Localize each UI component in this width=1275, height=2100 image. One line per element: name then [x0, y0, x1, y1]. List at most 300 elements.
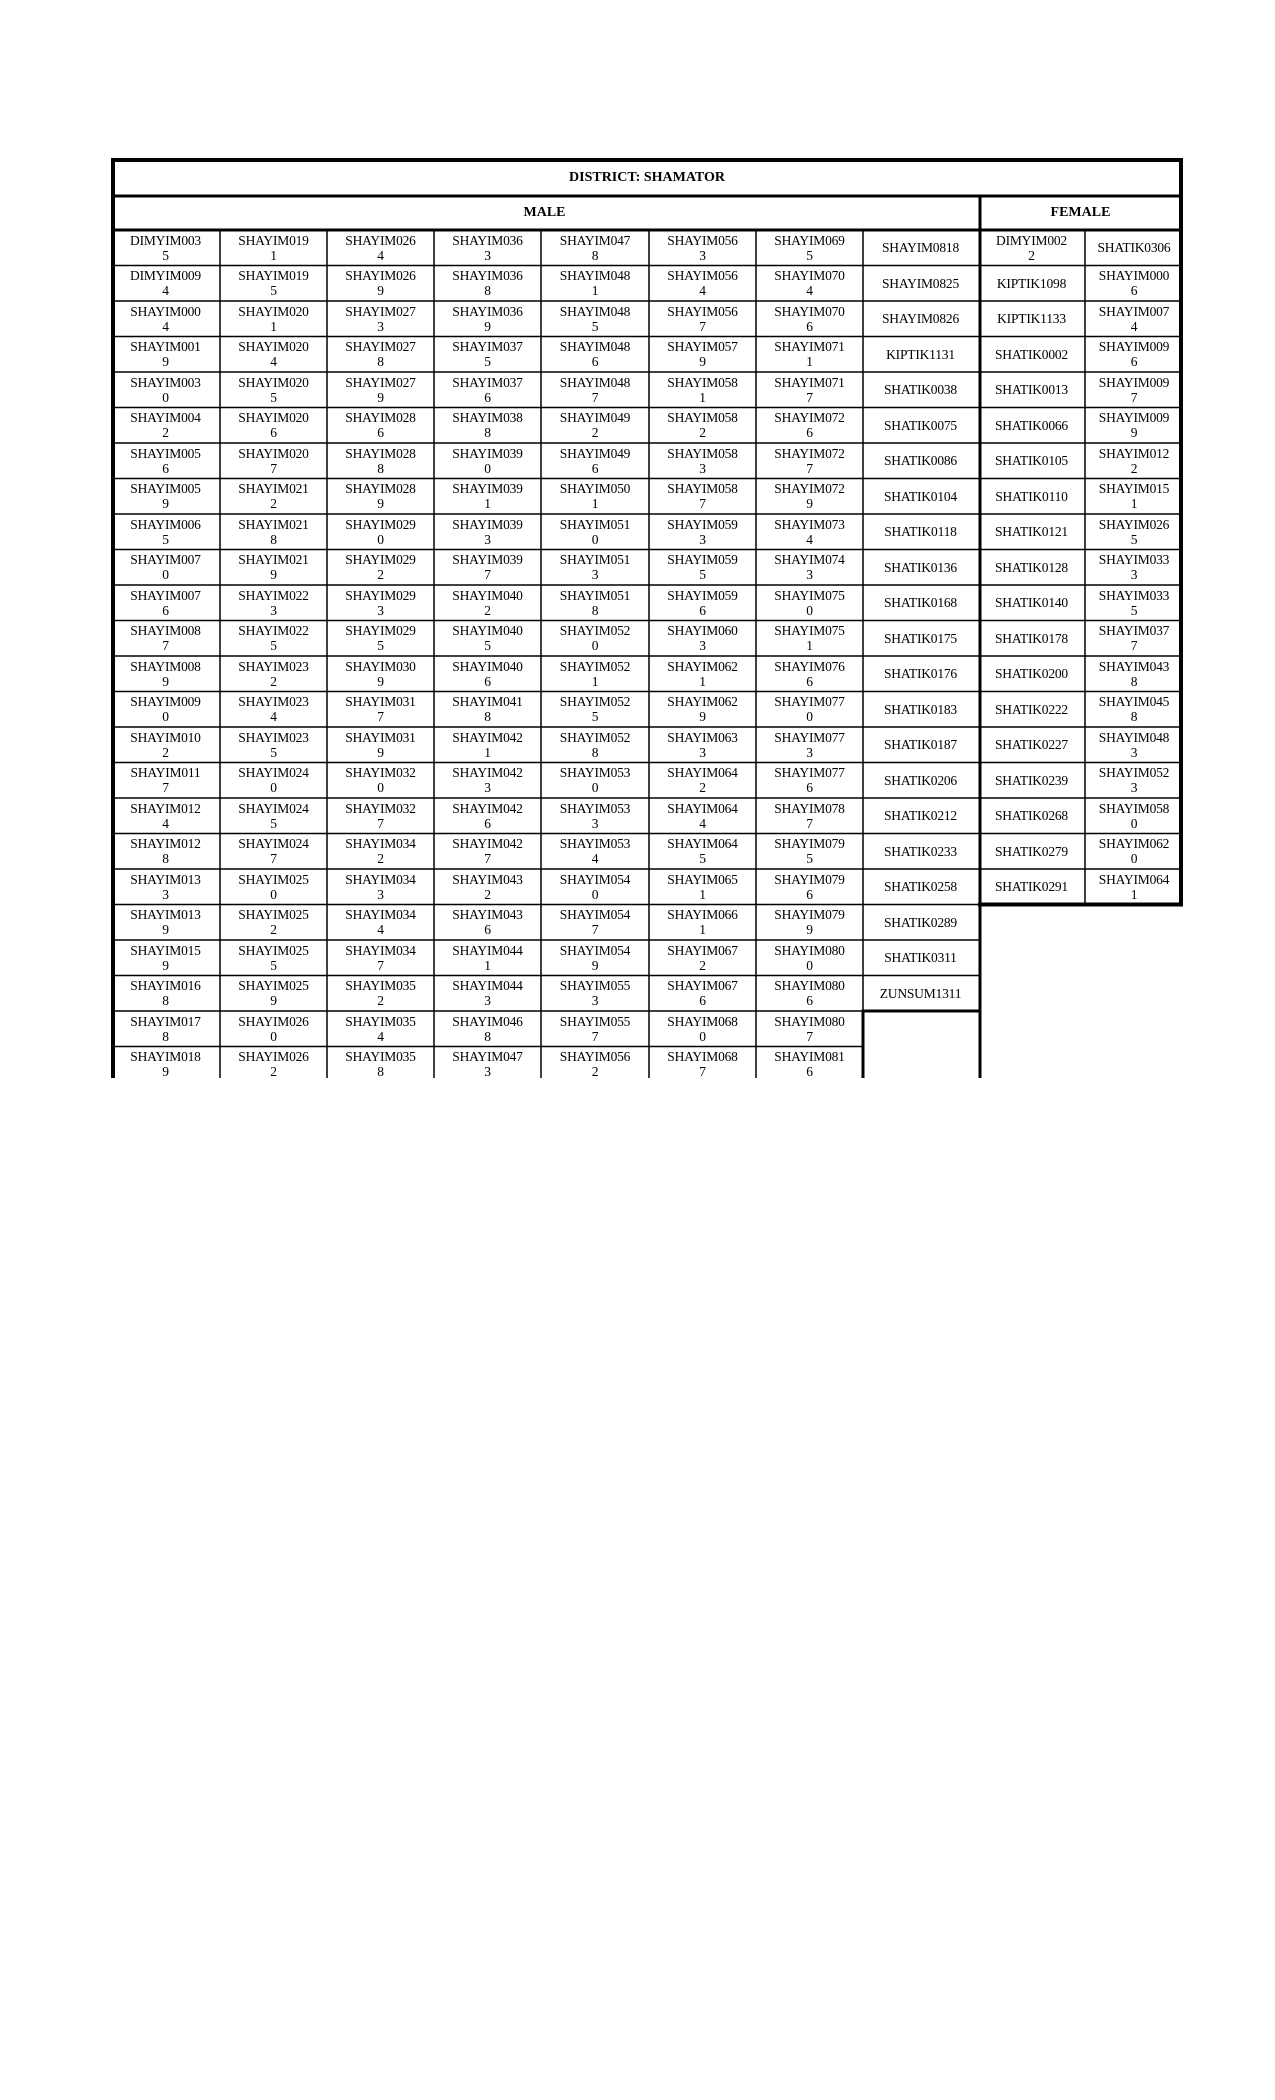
cell-text-line-1: SHAYIM062 — [1098, 836, 1170, 852]
roster-cell — [1085, 479, 1183, 515]
cell-text-line-2: 6 — [162, 602, 169, 618]
roster-cell — [649, 834, 756, 870]
cell-text-line-2: 2 — [270, 496, 277, 512]
cell-text-line-1: SHAYIM069 — [774, 232, 845, 248]
roster-cell — [327, 372, 434, 408]
cell-text-line-2: 3 — [1130, 744, 1138, 760]
roster-cell — [111, 976, 220, 1012]
cell-text-line-2: 8 — [162, 993, 169, 1009]
cell-text-line-2: 6 — [162, 460, 169, 476]
cell-text-line-1: SHAYIM068 — [667, 1049, 738, 1065]
cell-text-line-2: 3 — [484, 247, 491, 263]
cell-text-line-1: SHAYIM003 — [130, 374, 201, 390]
roster-cell — [649, 1011, 756, 1047]
cell-text-line-1: SHAYIM012 — [130, 836, 201, 852]
cell-text-line-2: 6 — [806, 886, 813, 902]
roster-cell — [1085, 266, 1183, 302]
roster-cell: SHATIK0187 — [883, 737, 957, 753]
roster-cell — [649, 869, 756, 905]
roster-cell — [541, 372, 649, 408]
roster-cell — [649, 798, 756, 834]
cell-text-line-1: SHAYIM058 — [667, 374, 738, 390]
roster-cell — [111, 869, 220, 905]
cell-text-line-1: SHAYIM021 — [238, 481, 309, 497]
roster-cell — [220, 1011, 327, 1047]
cell-text-line-1: SHAYIM058 — [667, 481, 738, 497]
cell-text-line-1: SHAYIM048 — [559, 374, 631, 390]
roster-cell — [541, 656, 649, 692]
roster-cell — [649, 443, 756, 479]
cell-text-line-1: SHAYIM077 — [774, 765, 845, 781]
cell-text-line-2: 9 — [377, 496, 384, 512]
cell-text-line-1: SHAYIM009 — [130, 694, 201, 710]
cell-text-line-1: SHAYIM020 — [238, 410, 309, 426]
cell-text-line-2: 2 — [377, 851, 384, 867]
cell-text-line-2: 7 — [162, 780, 169, 796]
cell-text-line-2: 6 — [806, 318, 813, 334]
roster-cell — [434, 301, 541, 337]
cell-text-line-2: 8 — [484, 425, 491, 441]
cell-text-line-1: SHAYIM025 — [238, 871, 309, 887]
cell-text-line-1: SHAYIM054 — [559, 942, 631, 958]
cell-text-line-2: 7 — [270, 460, 277, 476]
roster-cell — [541, 443, 649, 479]
roster-cell — [541, 940, 649, 976]
cell-text-line-1: SHAYIM051 — [559, 587, 631, 603]
cell-text-line-1: SHAYIM080 — [774, 978, 845, 994]
roster-cell — [111, 266, 220, 302]
roster-cell: SHATIK0212 — [883, 808, 957, 824]
cell-text-line-2: 4 — [699, 815, 706, 831]
cell-text-line-2: 7 — [377, 815, 384, 831]
cell-text-line-2: 2 — [162, 744, 169, 760]
cell-text-line-1: SHAYIM023 — [238, 694, 309, 710]
roster-cell — [220, 266, 327, 302]
cell-text-line-2: 8 — [484, 709, 491, 725]
cell-text-line-2: 3 — [484, 1064, 491, 1080]
cell-text-line-2: 0 — [162, 709, 169, 725]
cell-text-line-1: SHAYIM077 — [774, 729, 845, 745]
roster-cell — [434, 514, 541, 550]
roster-cell — [220, 337, 327, 373]
roster-cell: SHATIK0291 — [994, 879, 1068, 895]
roster-cell — [327, 798, 434, 834]
cell-text-line-2: 9 — [162, 496, 169, 512]
roster-cell — [327, 266, 434, 302]
roster-cell — [1085, 408, 1183, 444]
cell-text-line-2: 1 — [1130, 496, 1138, 512]
cell-text-line-2: 3 — [1130, 567, 1138, 583]
roster-cell: SHAYIM0818 — [881, 240, 960, 256]
cell-text-line-2: 2 — [699, 957, 706, 973]
cell-text-line-1: SHAYIM018 — [130, 1049, 201, 1065]
cell-text-line-1: SHAYIM077 — [774, 694, 845, 710]
cell-text-line-1: DIMYIM003 — [130, 232, 201, 248]
roster-cell — [1085, 585, 1183, 621]
cell-text-line-2: 9 — [377, 744, 384, 760]
cell-text-line-2: 9 — [591, 957, 599, 973]
roster-cell: SHATIK0110 — [995, 488, 1068, 504]
roster-cell — [220, 869, 327, 905]
cell-text-line-1: SHAYIM057 — [667, 339, 738, 355]
cell-text-line-1: SHAYIM059 — [667, 516, 738, 532]
cell-text-line-1: SHAYIM056 — [667, 303, 738, 319]
roster-cell: SHATIK0086 — [883, 453, 957, 469]
cell-text-line-2: 0 — [699, 1028, 706, 1044]
cell-text-line-1: SHAYIM053 — [559, 800, 631, 816]
cell-text-line-1: DIMYIM002 — [996, 232, 1067, 248]
roster-cell — [649, 763, 756, 799]
roster-cell — [220, 550, 327, 586]
roster-cell — [220, 301, 327, 337]
cell-text-line-2: 6 — [806, 425, 813, 441]
roster-cell — [756, 1011, 863, 1047]
roster-cell: SHATIK0038 — [883, 382, 957, 398]
cell-text-line-2: 7 — [806, 1028, 813, 1044]
roster-cell — [434, 230, 541, 266]
roster-cell — [220, 230, 327, 266]
roster-cell: SHATIK0206 — [883, 772, 957, 788]
roster-cell — [1085, 443, 1183, 479]
cell-text-line-2: 4 — [377, 922, 384, 938]
cell-text-line-1: SHAYIM011 — [130, 765, 201, 781]
roster-cell — [1085, 798, 1183, 834]
cell-text-line-1: SHAYIM012 — [1098, 445, 1170, 461]
cell-text-line-2: 6 — [484, 389, 491, 405]
roster-cell — [327, 905, 434, 941]
cell-text-line-1: SHAYIM031 — [345, 729, 416, 745]
cell-text-line-1: SHAYIM049 — [559, 445, 631, 461]
cell-text-line-1: SHAYIM023 — [238, 729, 309, 745]
cell-text-line-2: 0 — [377, 780, 384, 796]
cell-text-line-1: SHAYIM029 — [345, 552, 416, 568]
roster-cell — [756, 1047, 863, 1083]
cell-text-line-2: 5 — [699, 851, 706, 867]
cell-text-line-2: 1 — [699, 886, 706, 902]
roster-cell — [111, 1047, 220, 1083]
roster-cell — [111, 621, 220, 657]
roster-cell — [1085, 337, 1183, 373]
cell-text-line-1: SHAYIM052 — [559, 729, 631, 745]
cell-text-line-2: 1 — [270, 247, 277, 263]
cell-text-line-1: SHAYIM037 — [452, 339, 523, 355]
roster-cell — [111, 301, 220, 337]
cell-text-line-2: 0 — [1130, 815, 1138, 831]
roster-cell — [327, 692, 434, 728]
cell-text-line-1: SHAYIM036 — [452, 268, 523, 284]
cell-text-line-2: 9 — [699, 354, 706, 370]
roster-cell — [649, 550, 756, 586]
cell-text-line-1: SHAYIM054 — [559, 907, 631, 923]
cell-text-line-1: SHAYIM062 — [667, 658, 738, 674]
roster-cell — [756, 976, 863, 1012]
cell-text-line-2: 1 — [699, 389, 706, 405]
cell-text-line-2: 4 — [377, 247, 384, 263]
cell-text-line-2: 8 — [1130, 673, 1138, 689]
roster-cell: SHATIK0105 — [994, 453, 1068, 469]
roster-cell — [434, 372, 541, 408]
roster-cell — [327, 656, 434, 692]
cell-text-line-1: SHAYIM020 — [238, 339, 309, 355]
roster-cell — [220, 514, 327, 550]
roster-cell — [756, 550, 863, 586]
cell-text-line-2: 8 — [484, 1028, 491, 1044]
cell-text-line-2: 5 — [270, 389, 277, 405]
roster-cell: SHATIK0268 — [994, 808, 1068, 824]
roster-cell — [111, 550, 220, 586]
cell-text-line-1: SHAYIM039 — [452, 552, 523, 568]
cell-text-line-2: 5 — [484, 638, 491, 654]
cell-text-line-1: SHAYIM000 — [130, 303, 201, 319]
roster-cell — [756, 692, 863, 728]
cell-text-line-2: 5 — [270, 957, 277, 973]
roster-cell — [220, 585, 327, 621]
cell-text-line-1: SHAYIM007 — [130, 587, 201, 603]
roster-cell — [327, 1011, 434, 1047]
roster-cell: SHATIK0066 — [994, 417, 1068, 433]
roster-cell: SHATIK0306 — [1097, 240, 1171, 256]
roster-cell — [220, 798, 327, 834]
cell-text-line-2: 5 — [270, 744, 277, 760]
roster-cell: SHATIK0176 — [883, 666, 957, 682]
cell-text-line-1: SHAYIM026 — [238, 1049, 309, 1065]
roster-cell — [434, 798, 541, 834]
cell-text-line-2: 5 — [1130, 602, 1138, 618]
cell-text-line-1: SHAYIM052 — [559, 658, 631, 674]
roster-cell: KIPTIK1131 — [886, 346, 955, 362]
roster-cell — [541, 834, 649, 870]
roster-cell — [434, 479, 541, 515]
cell-text-line-1: SHAYIM035 — [345, 978, 416, 994]
roster-cell — [434, 869, 541, 905]
cell-text-line-1: SHAYIM030 — [345, 658, 416, 674]
roster-cell: SHAYIM0826 — [881, 311, 960, 327]
roster-cell — [541, 1047, 649, 1083]
cell-text-line-1: SHAYIM074 — [774, 552, 845, 568]
cell-text-line-1: SHAYIM037 — [452, 374, 523, 390]
roster-cell — [220, 621, 327, 657]
roster-cell — [756, 514, 863, 550]
cell-text-line-2: 8 — [162, 1028, 169, 1044]
roster-cell — [111, 763, 220, 799]
cell-text-line-1: SHAYIM053 — [559, 765, 631, 781]
cell-text-line-1: SHAYIM020 — [238, 303, 309, 319]
cell-text-line-1: SHAYIM046 — [452, 1013, 523, 1029]
cell-text-line-2: 9 — [162, 922, 169, 938]
roster-cell — [756, 408, 863, 444]
cell-text-line-1: SHAYIM068 — [667, 1013, 738, 1029]
cell-text-line-2: 4 — [1130, 318, 1138, 334]
roster-cell — [756, 834, 863, 870]
roster-cell — [327, 337, 434, 373]
roster-cell — [327, 621, 434, 657]
roster-table — [111, 158, 1183, 1078]
roster-cell — [541, 692, 649, 728]
roster-cell — [756, 763, 863, 799]
cell-text-line-2: 5 — [591, 709, 599, 725]
cell-text-line-1: SHAYIM042 — [452, 729, 523, 745]
cell-text-line-1: SHAYIM007 — [130, 552, 201, 568]
cell-text-line-1: SHAYIM027 — [345, 374, 416, 390]
cell-text-line-1: SHAYIM001 — [130, 339, 201, 355]
cell-text-line-2: 3 — [591, 993, 599, 1009]
roster-cell — [220, 834, 327, 870]
roster-cell — [649, 940, 756, 976]
roster-cell: SHAYIM0825 — [881, 275, 960, 291]
cell-text-line-2: 4 — [806, 283, 813, 299]
roster-cell — [434, 443, 541, 479]
cell-text-line-1: SHAYIM015 — [130, 942, 201, 958]
cell-text-line-2: 4 — [270, 709, 277, 725]
cell-text-line-1: SHAYIM072 — [774, 410, 845, 426]
roster-cell — [327, 763, 434, 799]
cell-text-line-1: SHAYIM041 — [452, 694, 523, 710]
cell-text-line-2: 3 — [484, 993, 491, 1009]
roster-cell — [1085, 869, 1183, 905]
cell-text-line-2: 5 — [162, 247, 169, 263]
cell-text-line-2: 3 — [699, 638, 706, 654]
roster-cell — [541, 230, 649, 266]
cell-text-line-2: 9 — [484, 318, 491, 334]
cell-text-line-1: SHAYIM037 — [1098, 623, 1170, 639]
cell-text-line-2: 5 — [377, 638, 384, 654]
cell-text-line-2: 8 — [162, 851, 169, 867]
roster-cell — [756, 585, 863, 621]
roster-cell: KIPTIK1133 — [997, 311, 1066, 327]
roster-cell — [756, 656, 863, 692]
cell-text-line-1: SHAYIM034 — [345, 871, 416, 887]
cell-text-line-2: 0 — [591, 780, 599, 796]
roster-cell: SHATIK0239 — [994, 772, 1068, 788]
cell-text-line-1: SHAYIM035 — [345, 1013, 416, 1029]
cell-text-line-2: 0 — [162, 567, 169, 583]
cell-text-line-2: 7 — [591, 389, 599, 405]
roster-cell: SHATIK0289 — [883, 914, 957, 930]
cell-text-line-2: 8 — [377, 354, 384, 370]
cell-text-line-2: 5 — [270, 815, 277, 831]
cell-text-line-1: SHAYIM048 — [559, 268, 631, 284]
cell-text-line-1: SHAYIM058 — [667, 445, 738, 461]
cell-text-line-1: SHAYIM043 — [1098, 658, 1170, 674]
roster-cell — [649, 692, 756, 728]
cell-text-line-2: 2 — [1028, 247, 1035, 263]
cell-text-line-2: 6 — [591, 460, 599, 476]
cell-text-line-2: 7 — [591, 922, 599, 938]
cell-text-line-2: 0 — [270, 1028, 277, 1044]
roster-cell — [541, 976, 649, 1012]
roster-cell — [111, 1011, 220, 1047]
cell-text-line-2: 2 — [377, 567, 384, 583]
cell-text-line-1: SHAYIM081 — [774, 1049, 845, 1065]
cell-text-line-2: 2 — [270, 673, 277, 689]
roster-cell — [1085, 550, 1183, 586]
cell-text-line-2: 9 — [162, 1064, 169, 1080]
roster-cell: SHATIK0222 — [994, 701, 1068, 717]
cell-text-line-2: 7 — [377, 957, 384, 973]
cell-text-line-2: 9 — [377, 389, 384, 405]
female-section-header: FEMALE — [1050, 205, 1111, 220]
roster-cell — [327, 514, 434, 550]
roster-cell — [649, 372, 756, 408]
cell-text-line-1: SHAYIM021 — [238, 516, 309, 532]
cell-text-line-1: SHAYIM043 — [452, 907, 523, 923]
roster-cell — [434, 656, 541, 692]
cell-text-line-1: SHAYIM079 — [774, 907, 845, 923]
roster-cell — [434, 1047, 541, 1083]
cell-text-line-1: SHAYIM051 — [559, 516, 631, 532]
cell-text-line-2: 7 — [270, 851, 277, 867]
cell-text-line-1: SHAYIM005 — [130, 481, 201, 497]
roster-cell — [434, 905, 541, 941]
roster-cell — [756, 443, 863, 479]
roster-cell — [327, 1047, 434, 1083]
cell-text-line-2: 5 — [270, 638, 277, 654]
roster-cell — [1085, 834, 1183, 870]
cell-text-line-1: SHAYIM063 — [667, 729, 738, 745]
cell-text-line-1: SHAYIM066 — [667, 907, 738, 923]
roster-cell — [1085, 656, 1183, 692]
cell-text-line-1: SHAYIM065 — [667, 871, 738, 887]
cell-text-line-1: SHAYIM044 — [452, 978, 523, 994]
cell-text-line-2: 3 — [591, 567, 599, 583]
roster-cell — [327, 408, 434, 444]
roster-cell — [220, 408, 327, 444]
roster-cell — [434, 976, 541, 1012]
roster-cell — [434, 692, 541, 728]
cell-text-line-2: 0 — [806, 709, 813, 725]
cell-text-line-2: 5 — [806, 247, 813, 263]
cell-text-line-1: SHAYIM020 — [238, 445, 309, 461]
cell-text-line-1: SHAYIM026 — [345, 268, 416, 284]
roster-cell — [1085, 514, 1183, 550]
roster-cell — [756, 266, 863, 302]
cell-text-line-2: 2 — [699, 780, 706, 796]
roster-cell — [220, 940, 327, 976]
cell-text-line-2: 1 — [484, 496, 491, 512]
cell-text-line-1: SHAYIM048 — [559, 303, 631, 319]
roster-cell: SHATIK0013 — [994, 382, 1068, 398]
roster-cell — [541, 727, 649, 763]
district-title: DISTRICT: SHAMATOR — [569, 170, 725, 185]
cell-text-line-2: 0 — [591, 531, 599, 547]
roster-cell: SHATIK0227 — [994, 737, 1068, 753]
cell-text-line-2: 3 — [377, 886, 384, 902]
roster-cell — [220, 763, 327, 799]
cell-text-line-1: SHAYIM059 — [667, 552, 738, 568]
cell-text-line-1: SHAYIM036 — [452, 303, 523, 319]
roster-cell — [111, 443, 220, 479]
cell-text-line-1: SHAYIM031 — [345, 694, 416, 710]
cell-text-line-1: SHAYIM025 — [238, 942, 309, 958]
roster-cell — [111, 692, 220, 728]
roster-cell — [541, 1011, 649, 1047]
cell-text-line-2: 9 — [162, 957, 169, 973]
cell-text-line-1: SHAYIM051 — [559, 552, 631, 568]
roster-cell — [220, 479, 327, 515]
cell-text-line-2: 6 — [591, 354, 599, 370]
roster-cell — [541, 621, 649, 657]
cell-text-line-2: 6 — [806, 780, 813, 796]
cell-text-line-1: SHAYIM040 — [452, 587, 523, 603]
cell-text-line-1: SHAYIM075 — [774, 623, 845, 639]
cell-text-line-1: SHAYIM050 — [559, 481, 631, 497]
cell-text-line-2: 6 — [699, 602, 706, 618]
roster-cell — [220, 692, 327, 728]
cell-text-line-1: SHAYIM072 — [774, 481, 845, 497]
roster-cell — [1085, 301, 1183, 337]
cell-text-line-2: 9 — [270, 567, 277, 583]
roster-cell — [434, 940, 541, 976]
